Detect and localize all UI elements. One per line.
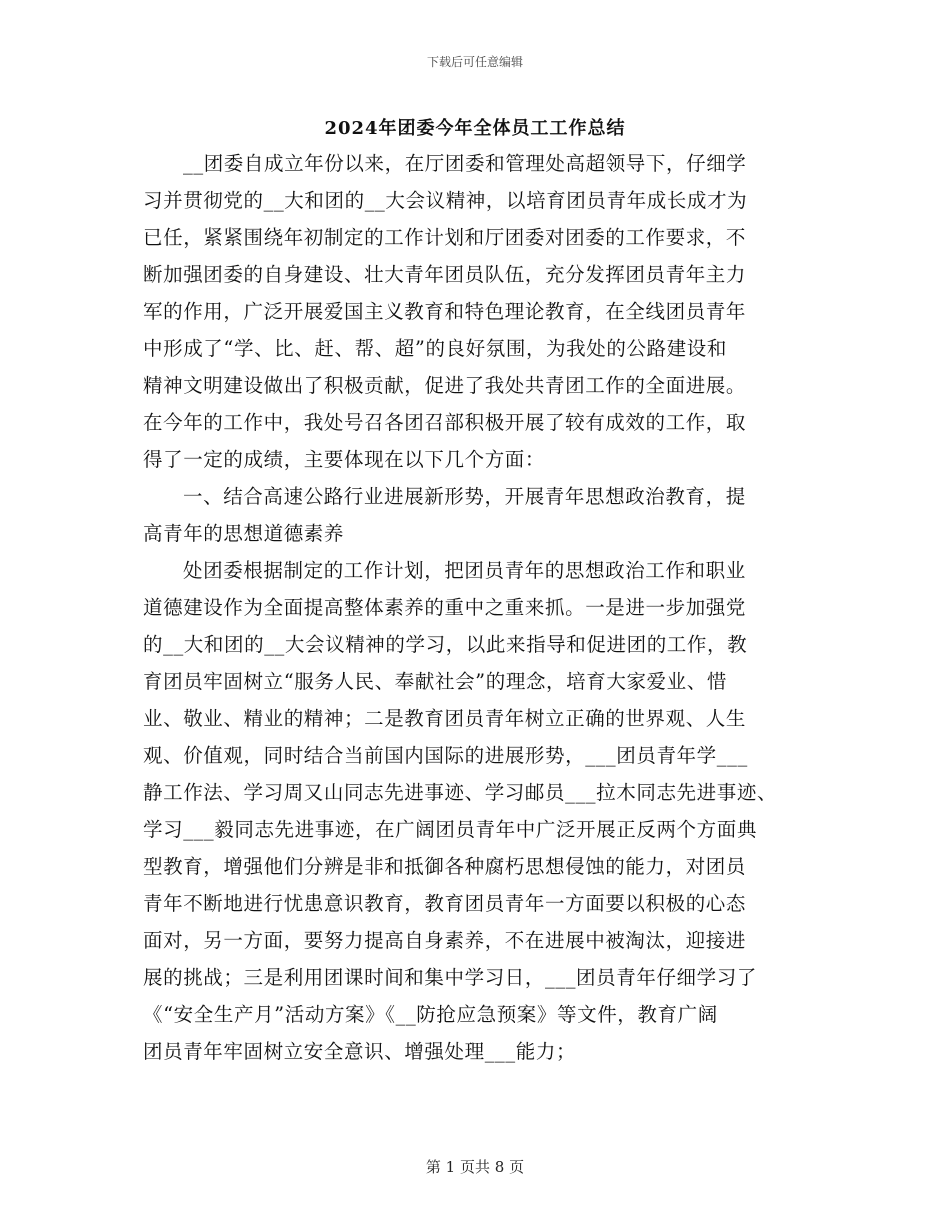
body-line: 得了一定的成绩，主要体现在以下几个方面： <box>143 448 546 471</box>
body-line: 习并贯彻党的__大和团的__大会议精神，以培育团员青年成长成才为 <box>143 189 748 212</box>
body-line: 面对，另一方面，要努力提高自身素养，不在进展中被淘汰，迎接进 <box>143 929 747 952</box>
body-line: 团员青年牢固树立安全意识、增强处理___能力； <box>143 1040 577 1063</box>
body-line: 业、敬业、精业的精神；二是教育团员青年树立正确的世界观、人生 <box>143 707 747 730</box>
body-line: 中形成了“学、比、赶、帮、超”的良好氛围，为我处的公路建设和 <box>143 337 727 360</box>
body-line: 在今年的工作中，我处号召各团召部积极开展了较有成效的工作，取 <box>143 411 747 434</box>
section-heading: 高青年的思想道德素养 <box>143 522 345 545</box>
body-line: 学习___毅同志先进事迹，在广阔团员青年中广泛开展正反两个方面典 <box>143 818 757 841</box>
body-line: 道德建设作为全面提高整体素养的重中之重来抓。一是进一步加强党 <box>143 596 747 619</box>
page-header: 下载后可任意编辑 <box>426 55 523 69</box>
body-line: 《“安全生产月”活动方案》《__防抢应急预案》等文件，教育广阔 <box>143 1003 718 1026</box>
body-line: 处团委根据制定的工作计划，把团员青年的思想政治工作和职业 <box>183 559 746 582</box>
body-line: 静工作法、学习周又山同志先进事迹、学习邮员___拉木同志先进事迹、 <box>143 781 778 804</box>
body-line: 军的作用，广泛开展爱国主义教育和特色理论教育，在全线团员青年 <box>143 300 747 323</box>
body-line: 观、价值观，同时结合当前国内国际的进展形势，___团员青年学___ <box>143 744 748 767</box>
page-number-footer: 第 1 页共 8 页 <box>425 1158 525 1176</box>
body-line: 型教育，增强他们分辨是非和抵御各种腐朽思想侵蚀的能力，对团员 <box>143 855 747 878</box>
document-title: 2024年团委今年全体员工工作总结 <box>324 118 626 139</box>
section-heading: 一、结合高速公路行业进展新形势，开展青年思想政治教育，提 <box>183 485 746 508</box>
body-line: 精神文明建设做出了积极贡献，促进了我处共青团工作的全面进展。 <box>143 374 747 397</box>
body-line: __团委自成立年份以来，在厅团委和管理处高超领导下，仔细学 <box>183 152 747 175</box>
body-line: 展的挑战；三是利用团课时间和集中学习日，___团员青年仔细学习了 <box>143 966 757 989</box>
body-line: 育团员牢固树立“服务人民、奉献社会”的理念，培育大家爱业、惜 <box>143 670 727 693</box>
body-line: 青年不断地进行忧患意识教育，教育团员青年一方面要以积极的心态 <box>143 892 747 915</box>
body-line: 断加强团委的自身建设、壮大青年团员队伍，充分发挥团员青年主力 <box>143 263 747 286</box>
body-line: 已任，紧紧围绕年初制定的工作计划和厅团委对团委的工作要求，不 <box>143 226 747 249</box>
body-line: 的__大和团的__大会议精神的学习，以此来指导和促进团的工作，教 <box>143 633 748 656</box>
